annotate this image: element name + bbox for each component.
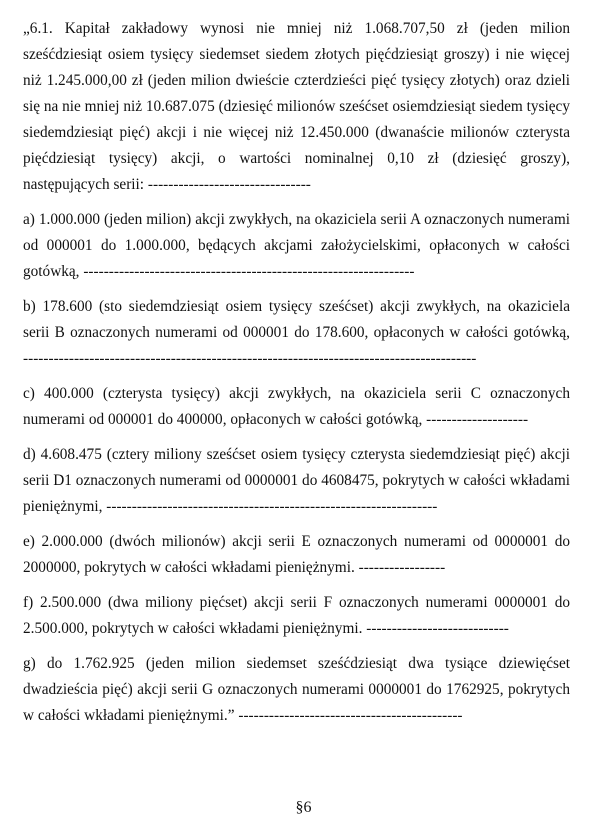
- paragraph-series-b-dashes: -----------------------------------------------------------------------------------------: [23, 350, 477, 367]
- paragraph-series-b-text: b) 178.600 (sto siedemdziesiąt osiem tysięcy sześćset) akcji zwykłych, na okaziciela serii B oznaczonych numerami od 000001 do 178.600, opłaconych w całości gotówką,: [23, 298, 570, 341]
- paragraph-series-g-dashes: --------------------------------------------: [234, 707, 463, 724]
- paragraph-series-e: [23, 529, 570, 581]
- paragraph-series-e-text: e) 2.000.000 (dwóch milionów) akcji serii E oznaczonych numerami od 0000001 do 2000000, pokrytych w całości wkładami pieniężnymi.: [23, 533, 570, 576]
- paragraph-series-d: [23, 442, 570, 520]
- section-heading: §6: [295, 799, 312, 816]
- paragraph-series-d-text: d) 4.608.475 (cztery miliony sześćset osiem tysięcy czterysta siedemdziesiąt pięć) akcji serii D1 oznaczonych numerami od 0000001 do 4608475, pokrytych w całości wkładami pieniężnymi,: [23, 446, 570, 515]
- paragraph-intro-text: „6.1. Kapitał zakładowy wynosi nie mniej niż 1.068.707,50 zł (jeden milion sześćdziesiąt osiem tysięcy siedemset siedem złotych pięćdziesiąt groszy) i nie więcej niż 1.245.000,00 zł (jeden milion dwieście czterdzieści pięć tysięcy złotych) oraz dzieli się na nie mniej niż 10.687.075 (dziesięć milionów sześćset osiemdziesiąt siedem tysięcy siedemdziesiąt pięć) akcji i nie więcej niż 12.450.000 (dwanaście milionów czterysta pięćdziesiąt tysięcy) akcji, o wartości nominalnej 0,10 zł (dziesięć groszy), następujących serii:: [23, 20, 570, 193]
- paragraph-series-a-dashes: -----------------------------------------------------------------: [79, 263, 415, 280]
- paragraph-series-d-dashes: -----------------------------------------------------------------: [102, 498, 438, 515]
- paragraph-series-e-dashes: -----------------: [354, 559, 446, 576]
- paragraph-intro-dashes: --------------------------------: [144, 176, 311, 193]
- paragraph-series-b: [23, 294, 570, 372]
- paragraph-series-f-text: f) 2.500.000 (dwa miliony pięćset) akcji serii F oznaczonych numerami 0000001 do 2.500.000, pokrytych w całości wkładami pieniężnymi.: [23, 594, 570, 637]
- paragraph-series-f: [23, 590, 570, 642]
- paragraph-intro: [23, 16, 570, 198]
- paragraph-series-c-text: c) 400.000 (czterysta tysięcy) akcji zwykłych, na okaziciela serii C oznaczonych numerami od 000001 do 400000, opłaconych w całości gotówką,: [23, 385, 570, 428]
- paragraph-series-a-text: a) 1.000.000 (jeden milion) akcji zwykłych, na okaziciela serii A oznaczonych numerami od 000001 do 1.000.000, będących akcjami założycielskimi, opłaconych w całości gotówką,: [23, 211, 570, 280]
- paragraph-series-a: [23, 207, 570, 285]
- paragraph-series-c-dashes: --------------------: [422, 411, 529, 428]
- paragraph-series-c: [23, 381, 570, 433]
- paragraph-series-f-dashes: ----------------------------: [362, 620, 509, 637]
- document-body: [23, 16, 570, 738]
- paragraph-series-g-text: g) do 1.762.925 (jeden milion siedemset sześćdziesiąt dwa tysiące dziewięćset dwadzieścia pięć) akcji serii G oznaczonych numerami 0000001 do 1762925, pokrytych w całości wkładami pieniężnymi.”: [23, 655, 570, 724]
- paragraph-series-g: [23, 651, 570, 729]
